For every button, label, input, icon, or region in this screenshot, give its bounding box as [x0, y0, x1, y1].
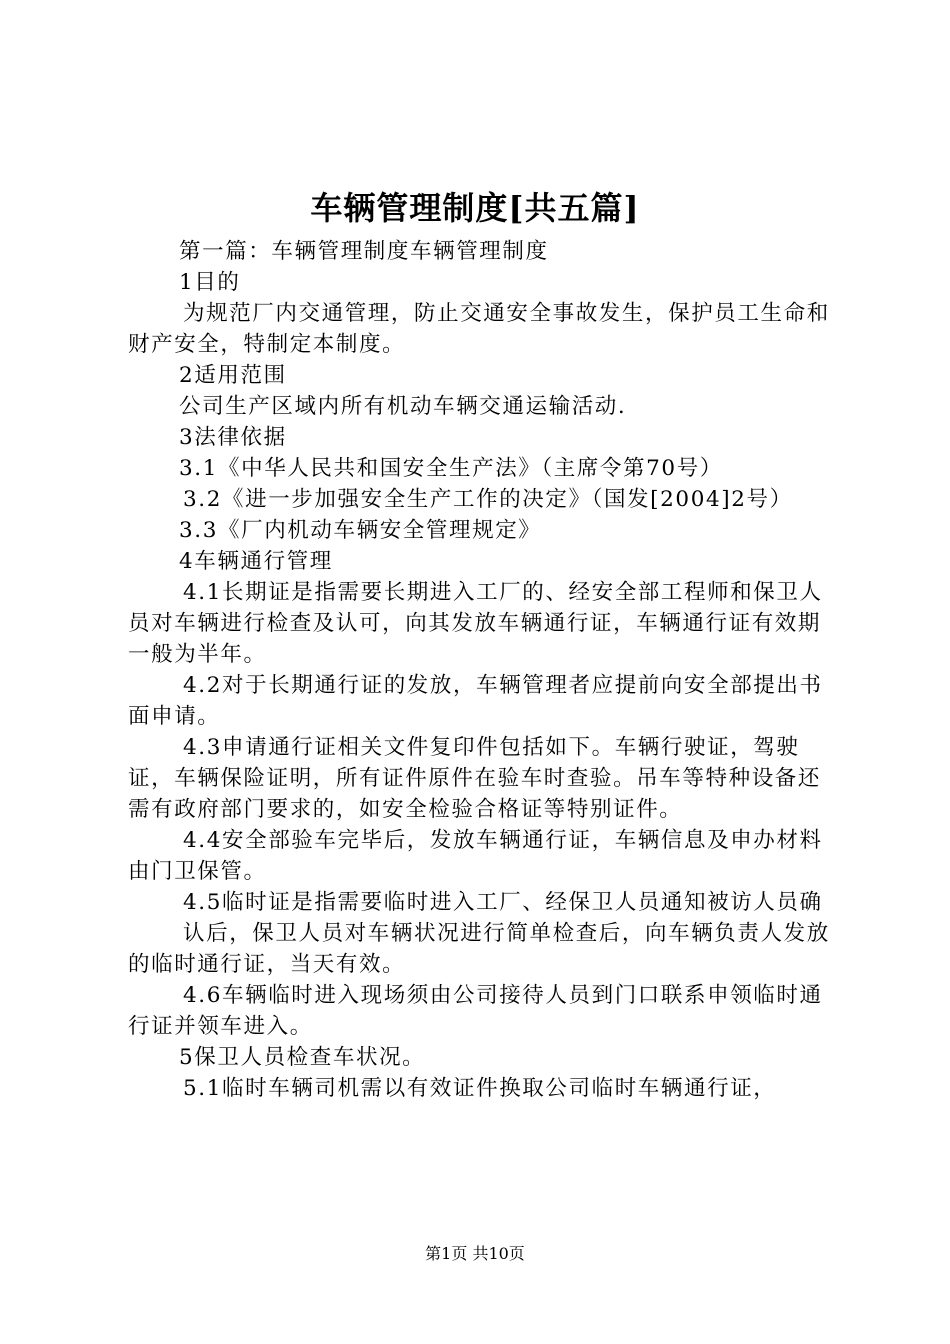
paragraph: 5.1临时车辆司机需以有效证件换取公司临时车辆通行证，	[183, 1076, 777, 1101]
paragraph: 4车辆通行管理	[179, 549, 333, 574]
document-title: 车辆管理制度[共五篇]	[310, 189, 640, 227]
paragraph: 5保卫人员检查车状况。	[179, 1045, 426, 1070]
paragraph: 第一篇：车辆管理制度车辆管理制度	[179, 239, 549, 264]
paragraph: 3法律依据	[179, 425, 287, 450]
paragraph: 4.3申请通行证相关文件复印件包括如下。车辆行驶证，驾驶证，车辆保险证明，所有证件原件在验车时查验。吊车等特种设备还需有政府部门要求的，如安全检验合格证等特别证件。	[128, 735, 822, 822]
paragraph: 1目的	[179, 270, 241, 295]
paragraph: 3.2《进一步加强安全生产工作的决定》（国发[2004]2号）	[183, 487, 793, 512]
paragraph: 4.5临时证是指需要临时进入工厂、经保卫人员通知被访人员确	[183, 890, 823, 915]
paragraph: 4.1长期证是指需要长期进入工厂的、经安全部工程师和保卫人员对车辆进行检查及认可，向其发放车辆通行证，车辆通行证有效期一般为半年。	[128, 580, 823, 667]
paragraph: 4.6车辆临时进入现场须由公司接待人员到门口联系申领临时通行证并领车进入。	[128, 983, 823, 1039]
paragraph: 认后，保卫人员对车辆状况进行简单检查后，向车辆负责人发放的临时通行证，当天有效。	[128, 921, 830, 977]
paragraph: 2适用范围	[179, 363, 287, 388]
paragraph: 3.3《厂内机动车辆安全管理规定》	[179, 518, 542, 543]
page-footer: 第1页 共10页	[425, 1244, 525, 1263]
paragraph: 为规范厂内交通管理，防止交通安全事故发生，保护员工生命和财产安全，特制定本制度。	[128, 301, 830, 357]
paragraph: 4.4安全部验车完毕后，发放车辆通行证，车辆信息及申办材料由门卫保管。	[128, 828, 823, 884]
paragraph: 3.1《中华人民共和国安全生产法》（主席令第70号）	[179, 456, 723, 481]
document-body	[128, 236, 830, 1104]
paragraph: 4.2对于长期通行证的发放，车辆管理者应提前向安全部提出书面申请。	[128, 673, 823, 729]
paragraph: 公司生产区域内所有机动车辆交通运输活动.	[179, 394, 627, 419]
